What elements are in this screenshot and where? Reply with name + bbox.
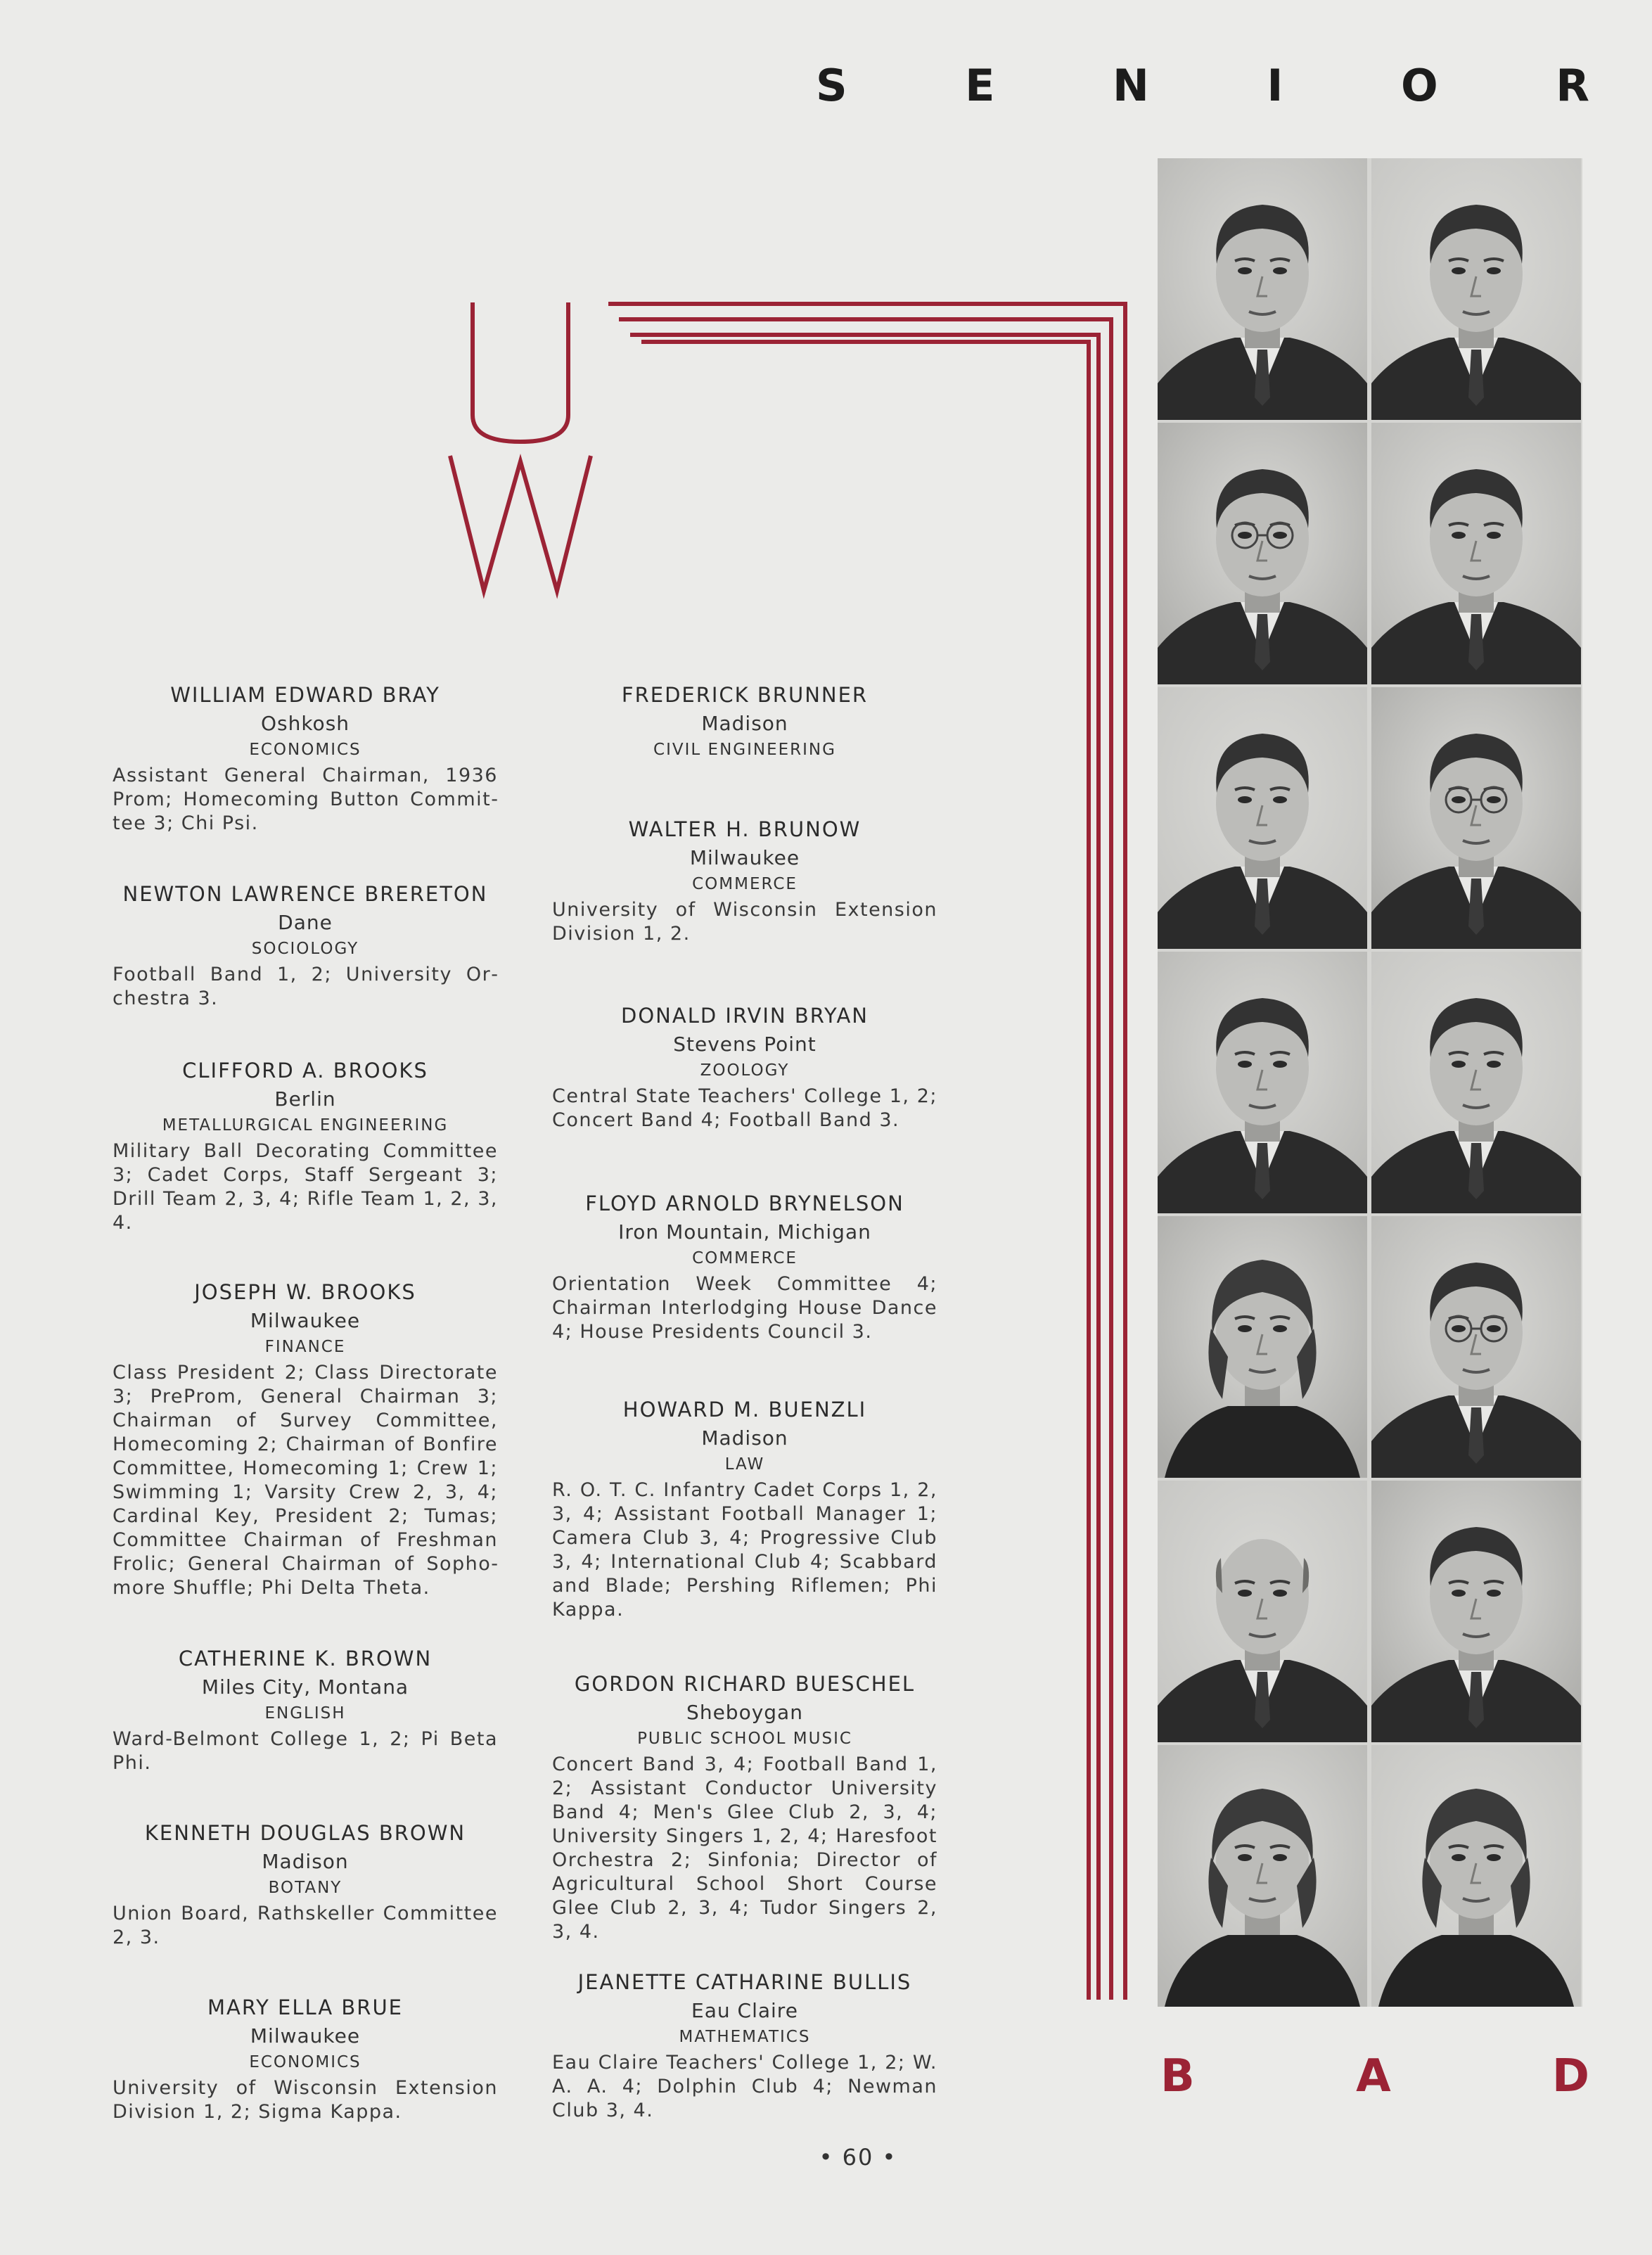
senior-activities: R. O. T. C. Infantry Cadet Corps 1, 2, 3, 4; Assistant Football Manager 1; Camera Club 3, 4; Progressive Club 3, 4; International Club 4; Scabbard and Blade; Pershing Riflemen; Phi Kappa. [552, 1479, 937, 1621]
footer-letter: D [1551, 2050, 1589, 2102]
portrait-image [1371, 1481, 1581, 1742]
senior-name: WILLIAM EDWARD BRAY [170, 683, 440, 707]
portrait-image [1371, 423, 1581, 684]
senior-major: MATHEMATICS [679, 2028, 811, 2046]
portrait-photo [1371, 1481, 1581, 1742]
portrait-image [1371, 1745, 1581, 2007]
senior-name: DONALD IRVIN BRYAN [621, 1004, 869, 1028]
senior-entry [113, 880, 498, 1011]
footer-letter: B [1160, 2050, 1195, 2102]
senior-major: CIVIL ENGINEERING [653, 741, 836, 759]
portrait-image [1371, 952, 1581, 1213]
portrait-image [1371, 1216, 1581, 1478]
senior-major: ECONOMICS [249, 741, 361, 759]
header-letter: N [1113, 60, 1149, 111]
senior-hometown: Madison [262, 1850, 349, 1873]
senior-activities: Ward-Belmont College 1, 2; Pi Beta Phi. [113, 1728, 498, 1774]
page-number: • 60 • [819, 2144, 897, 2171]
portrait-photo [1158, 1216, 1367, 1478]
senior-hometown: Madison [701, 1426, 788, 1450]
senior-entry [552, 1002, 937, 1132]
senior-entry [113, 1644, 498, 1775]
senior-entry [552, 1189, 937, 1344]
portrait-image [1158, 158, 1367, 420]
senior-hometown: Madison [701, 712, 788, 735]
senior-major: ZOOLOGY [700, 1061, 790, 1080]
senior-entry [113, 681, 498, 836]
senior-name: JEANETTE CATHARINE BULLIS [577, 1970, 912, 1994]
senior-hometown: Milwaukee [689, 846, 800, 869]
senior-hometown: Stevens Point [673, 1033, 817, 1056]
portrait-image [1158, 423, 1367, 684]
portrait-photo [1158, 1745, 1367, 2007]
senior-major: BOTANY [268, 1879, 342, 1897]
senior-hometown: Dane [278, 911, 333, 934]
senior-major: ENGLISH [264, 1704, 346, 1723]
header-letter: E [965, 60, 995, 111]
senior-major: PUBLIC SCHOOL MUSIC [637, 1730, 852, 1748]
senior-major: COMMERCE [692, 875, 798, 893]
portrait-image [1371, 158, 1581, 420]
footer-letter: A [1356, 2050, 1391, 2102]
senior-activities: Eau Claire Teachers' College 1, 2; W. A. A. 4; Dolphin Club 4; Newman Club 3, 4. [552, 2052, 937, 2121]
portrait-photo [1371, 952, 1581, 1213]
senior-name: HOWARD M. BUENZLI [622, 1398, 867, 1422]
portrait-image [1158, 1745, 1367, 2007]
header-letter: O [1400, 60, 1438, 111]
portrait-photo [1158, 952, 1367, 1213]
senior-entry [552, 1670, 937, 1944]
portrait-photo [1158, 158, 1367, 420]
footer-bad [1160, 2050, 1589, 2107]
senior-hometown: Oshkosh [260, 712, 350, 735]
senior-name: FLOYD ARNOLD BRYNELSON [585, 1192, 904, 1215]
senior-activities: Central State Teachers' College 1, 2; Concert Band 4; Football Band 3. [552, 1085, 937, 1131]
senior-name: CLIFFORD A. BROOKS [182, 1059, 428, 1082]
senior-name: WALTER H. BRUNOW [628, 817, 862, 841]
portrait-photo [1371, 1745, 1581, 2007]
senior-activities: Football Band 1, 2; University Orchestra 3. [113, 964, 498, 1009]
senior-activities: University of Wisconsin Extension Division 1, 2; Sigma Kappa. [113, 2077, 498, 2123]
portrait-image [1158, 952, 1367, 1213]
senior-activities: Orientation Week Committee 4; Chairman Interlodging House Dance 4; House Presidents Council 3. [552, 1273, 937, 1343]
header-letter: I [1267, 60, 1283, 111]
senior-entry [552, 1968, 937, 2123]
senior-hometown: Sheboygan [686, 1701, 803, 1724]
senior-activities: Military Ball Decorating Committee 3; Cadet Corps, Staff Sergeant 3; Drill Team 2, 3, 4; Rifle Team 1, 2, 3, 4. [113, 1140, 498, 1234]
portrait-photo [1371, 423, 1581, 684]
senior-major: ECONOMICS [249, 2053, 361, 2071]
senior-name: GORDON RICHARD BUESCHEL [574, 1672, 916, 1696]
portrait-image [1158, 1481, 1367, 1742]
senior-entry [552, 681, 937, 761]
portrait-photo [1158, 423, 1367, 684]
senior-activities: Union Board, Rathskeller Committee 2, 3. [113, 1903, 498, 1948]
senior-hometown: Eau Claire [691, 1999, 798, 2022]
senior-activities: Concert Band 3, 4; Football Band 1, 2; Assistant Conductor University Band 4; Men's Glee Club 2, 3, 4; University Singers 1, 2, 4; Haresfoot Orchestra 2; Sinfonia; Director of Agricultural School Short Course Glee Club 2, 3, 4; Tudor Singers 2, 3, 4. [552, 1753, 937, 1943]
senior-name: MARY ELLA BRUE [207, 1995, 404, 2019]
portrait-photo [1371, 158, 1581, 420]
portrait-photo [1158, 1481, 1367, 1742]
senior-major: SOCIOLOGY [251, 940, 359, 958]
header-letter: R [1556, 60, 1589, 111]
portrait-photo [1158, 687, 1367, 949]
senior-activities: University of Wisconsin Extension Division 1, 2. [552, 899, 937, 945]
header-letter: S [816, 60, 847, 111]
senior-major: FINANCE [264, 1338, 346, 1356]
senior-major: LAW [724, 1455, 765, 1474]
header-senior [816, 60, 1589, 116]
senior-activities: Assistant General Chairman, 1936 Prom; Homecoming Button Committee 3; Chi Psi. [113, 765, 498, 834]
senior-name: FREDERICK BRUNNER [621, 683, 869, 707]
senior-entry [113, 1278, 498, 1600]
portrait-grid [1158, 158, 1582, 2007]
senior-name: JOSEPH W. BROOKS [194, 1280, 416, 1304]
portrait-photo [1371, 1216, 1581, 1478]
portrait-image [1158, 1216, 1367, 1478]
senior-major: COMMERCE [692, 1249, 798, 1267]
senior-name: KENNETH DOUGLAS BROWN [144, 1821, 466, 1845]
senior-entry [113, 1056, 498, 1235]
senior-hometown: Miles City, Montana [201, 1675, 409, 1699]
senior-activities: Class President 2; Class Directorate 3; PreProm, General Chairman 3; Chairman of Survey Committee, Homecoming 2; Chairman of Bonfire Committee, Homecoming 1; Crew 1; Swimming 1; Varsity Crew 2, 3, 4; Cardinal Key, President 2; Tumas; Committee Chairman of Freshman Frolic; General Chairman of Sophomore Shuffle; Phi Delta Theta. [113, 1362, 498, 1599]
senior-hometown: Milwaukee [250, 1309, 361, 1332]
portrait-image [1371, 687, 1581, 949]
uw-monogram-logo [436, 295, 605, 605]
senior-name: NEWTON LAWRENCE BRERETON [122, 882, 488, 906]
senior-hometown: Iron Mountain, Michigan [618, 1220, 871, 1244]
portrait-photo [1371, 687, 1581, 949]
senior-entry [113, 1819, 498, 1950]
senior-entry [552, 1395, 937, 1622]
senior-major: METALLURGICAL ENGINEERING [162, 1116, 449, 1135]
senior-hometown: Berlin [274, 1087, 336, 1111]
senior-name: CATHERINE K. BROWN [178, 1647, 433, 1671]
senior-hometown: Milwaukee [250, 2024, 361, 2048]
senior-entry [113, 1993, 498, 2124]
portrait-image [1158, 687, 1367, 949]
senior-entry [552, 815, 937, 946]
